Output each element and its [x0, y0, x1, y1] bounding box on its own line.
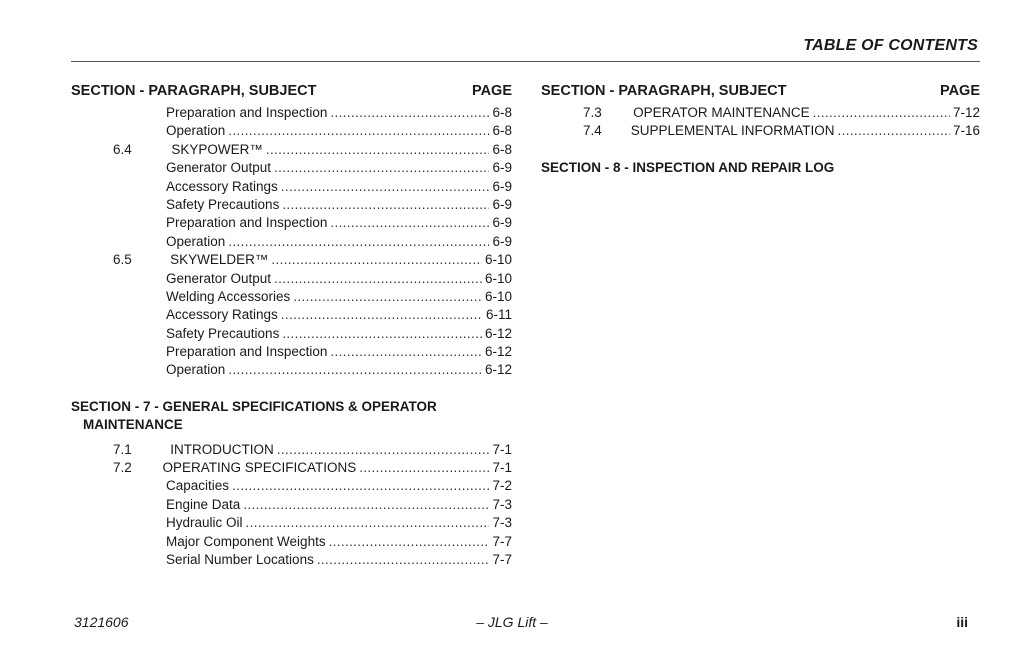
- toc-subentry[interactable]: [71, 178, 512, 196]
- toc-entry-label: Major Component Weights: [166, 533, 326, 549]
- toc-entry-label: Preparation and Inspection: [166, 344, 328, 360]
- toc-entry-label: SUPPLEMENTAL INFORMATION: [630, 123, 835, 139]
- dot-leader: [317, 551, 490, 569]
- header-rule: [71, 61, 980, 62]
- toc-entry-page: 6-8: [492, 105, 512, 120]
- page-number: iii: [956, 614, 968, 630]
- toc-entry-page: 6-12: [484, 362, 512, 378]
- toc-entry-page: 6-12: [484, 344, 512, 360]
- column-header-page: PAGE: [939, 83, 980, 99]
- toc-entry-page: 6-9: [492, 196, 512, 212]
- dot-leader: [277, 441, 490, 459]
- toc-entry-label: Capacities: [166, 478, 230, 494]
- dot-leader: [274, 159, 489, 177]
- dot-leader: [838, 122, 950, 140]
- toc-entry-page: 6-9: [492, 160, 512, 176]
- toc-entry-page: 6-10: [484, 288, 512, 304]
- toc-entry-page: 7-7: [492, 533, 512, 549]
- toc-entry-page: 6-9: [492, 215, 512, 231]
- dot-leader: [282, 325, 482, 343]
- toc-entry[interactable]: [541, 122, 980, 140]
- toc-entry-page: 6-10: [484, 270, 512, 286]
- toc-entry-page: 7-7: [492, 552, 512, 568]
- toc-subentry[interactable]: [71, 361, 512, 379]
- dot-leader: [271, 251, 482, 269]
- toc-subentry[interactable]: [71, 214, 512, 232]
- dot-leader: [232, 477, 489, 495]
- dot-leader: [329, 533, 490, 551]
- toc-entry-page: 6-11: [485, 307, 512, 323]
- dot-leader: [359, 459, 489, 477]
- toc-entry-page: 7-3: [492, 515, 512, 531]
- toc-subentry[interactable]: [71, 196, 512, 214]
- toc-entries-section-7-cont: [541, 104, 980, 141]
- dot-leader: [228, 361, 482, 379]
- toc-left-column: [71, 82, 512, 569]
- toc-entry-page: 7-1: [492, 460, 512, 476]
- dot-leader: [274, 270, 482, 288]
- toc-subentry[interactable]: [71, 477, 512, 495]
- section-8-heading[interactable]: [541, 159, 980, 177]
- toc-subentry[interactable]: [71, 159, 512, 177]
- dot-leader: [293, 288, 482, 306]
- toc-entry-label: OPERATING SPECIFICATIONS: [162, 460, 357, 476]
- toc-entry[interactable]: [71, 441, 512, 459]
- toc-entry-number: 7.2: [113, 460, 132, 476]
- toc-entry-label: Welding Accessories: [166, 288, 291, 304]
- toc-entry-label: Operation: [166, 362, 226, 378]
- toc-subentry[interactable]: [71, 233, 512, 251]
- toc-entry-label: Hydraulic Oil: [166, 515, 243, 531]
- toc-right-column: [541, 82, 980, 183]
- toc-entry-number: 7.3: [583, 105, 602, 120]
- toc-subentry[interactable]: [71, 288, 512, 306]
- toc-subentry[interactable]: [71, 496, 512, 514]
- toc-subentry[interactable]: [71, 306, 512, 324]
- dot-leader: [330, 104, 489, 122]
- section-7-heading-line2: MAINTENANCE: [83, 417, 183, 433]
- toc-entry-label: Engine Data: [166, 496, 241, 512]
- toc-entry[interactable]: [71, 251, 512, 269]
- dot-leader: [266, 141, 490, 159]
- section-8-heading-text: SECTION - 8 - INSPECTION AND REPAIR LOG: [541, 159, 835, 175]
- toc-subentry[interactable]: [71, 122, 512, 140]
- toc-subentry[interactable]: [71, 104, 512, 122]
- dot-leader: [228, 122, 489, 140]
- toc-entry-label: Generator Output: [166, 160, 272, 176]
- toc-entry[interactable]: [541, 104, 980, 122]
- column-header: [541, 82, 980, 104]
- footer-brand: – JLG Lift –: [476, 614, 548, 630]
- toc-entry-number: 7.4: [583, 123, 602, 139]
- toc-subentry[interactable]: [71, 270, 512, 288]
- toc-entry-page: 7-1: [492, 441, 512, 457]
- toc-entry-label: Preparation and Inspection: [166, 215, 328, 231]
- toc-entry-label: INTRODUCTION: [170, 441, 274, 457]
- toc-subentry[interactable]: [71, 343, 512, 361]
- toc-entry-page: 7-3: [492, 496, 512, 512]
- column-header: [71, 82, 512, 104]
- toc-entry-page: 7-2: [492, 478, 512, 494]
- section-7-heading[interactable]: [71, 398, 512, 435]
- dot-leader: [282, 196, 489, 214]
- column-header-subject: SECTION - PARAGRAPH, SUBJECT: [541, 83, 787, 99]
- toc-entry[interactable]: [71, 141, 512, 159]
- toc-entries-section-6: [71, 104, 512, 380]
- toc-entry-label: SKYPOWER™: [171, 141, 263, 157]
- toc-entry-page: 6-10: [484, 252, 512, 268]
- toc-entry-page: 6-8: [492, 123, 512, 139]
- dot-leader: [330, 343, 482, 361]
- page-header-title: TABLE OF CONTENTS: [803, 37, 978, 54]
- toc-entry-page: 6-12: [484, 325, 512, 341]
- toc-entry-label: Accessory Ratings: [166, 178, 278, 194]
- dot-leader: [330, 214, 489, 232]
- toc-entry-number: 6.5: [113, 252, 132, 268]
- toc-entry-page: 7-12: [952, 105, 980, 120]
- toc-entry-label: Operation: [166, 233, 226, 249]
- column-header-subject: SECTION - PARAGRAPH, SUBJECT: [71, 83, 317, 99]
- toc-entry-label: Generator Output: [166, 270, 272, 286]
- toc-entry-label: Safety Precautions: [166, 196, 280, 212]
- section-7-heading-line1: SECTION - 7 - GENERAL SPECIFICATIONS & OPERATOR: [71, 398, 437, 414]
- toc-entry-label: SKYWELDER™: [170, 252, 269, 268]
- dot-leader: [281, 306, 483, 324]
- toc-entry-number: 6.4: [113, 141, 132, 157]
- toc-entry-page: 6-9: [492, 178, 512, 194]
- toc-entry[interactable]: [71, 459, 512, 477]
- toc-entry-label: Safety Precautions: [166, 325, 280, 341]
- toc-entry-label: Preparation and Inspection: [166, 105, 328, 120]
- dot-leader: [243, 496, 489, 514]
- toc-entry-page: 6-8: [492, 141, 512, 157]
- toc-entry-page: 7-16: [952, 123, 980, 139]
- toc-entry-label: Serial Number Locations: [166, 552, 314, 568]
- dot-leader: [281, 178, 490, 196]
- toc-entry-label: Operation: [166, 123, 226, 139]
- toc-subentry[interactable]: [71, 551, 512, 569]
- toc-subentry[interactable]: [71, 514, 512, 532]
- toc-entry-label: Accessory Ratings: [166, 307, 278, 323]
- toc-subentry[interactable]: [71, 325, 512, 343]
- dot-leader: [228, 233, 489, 251]
- toc-subentry[interactable]: [71, 533, 512, 551]
- toc-entries-section-7: [71, 441, 512, 570]
- dot-leader: [246, 514, 490, 532]
- toc-entry-page: 6-9: [492, 233, 512, 249]
- toc-entry-number: 7.1: [113, 441, 132, 457]
- dot-leader: [813, 104, 950, 122]
- column-header-page: PAGE: [471, 83, 512, 99]
- document-number: 3121606: [74, 614, 129, 630]
- toc-entry-label: OPERATOR MAINTENANCE: [633, 105, 810, 120]
